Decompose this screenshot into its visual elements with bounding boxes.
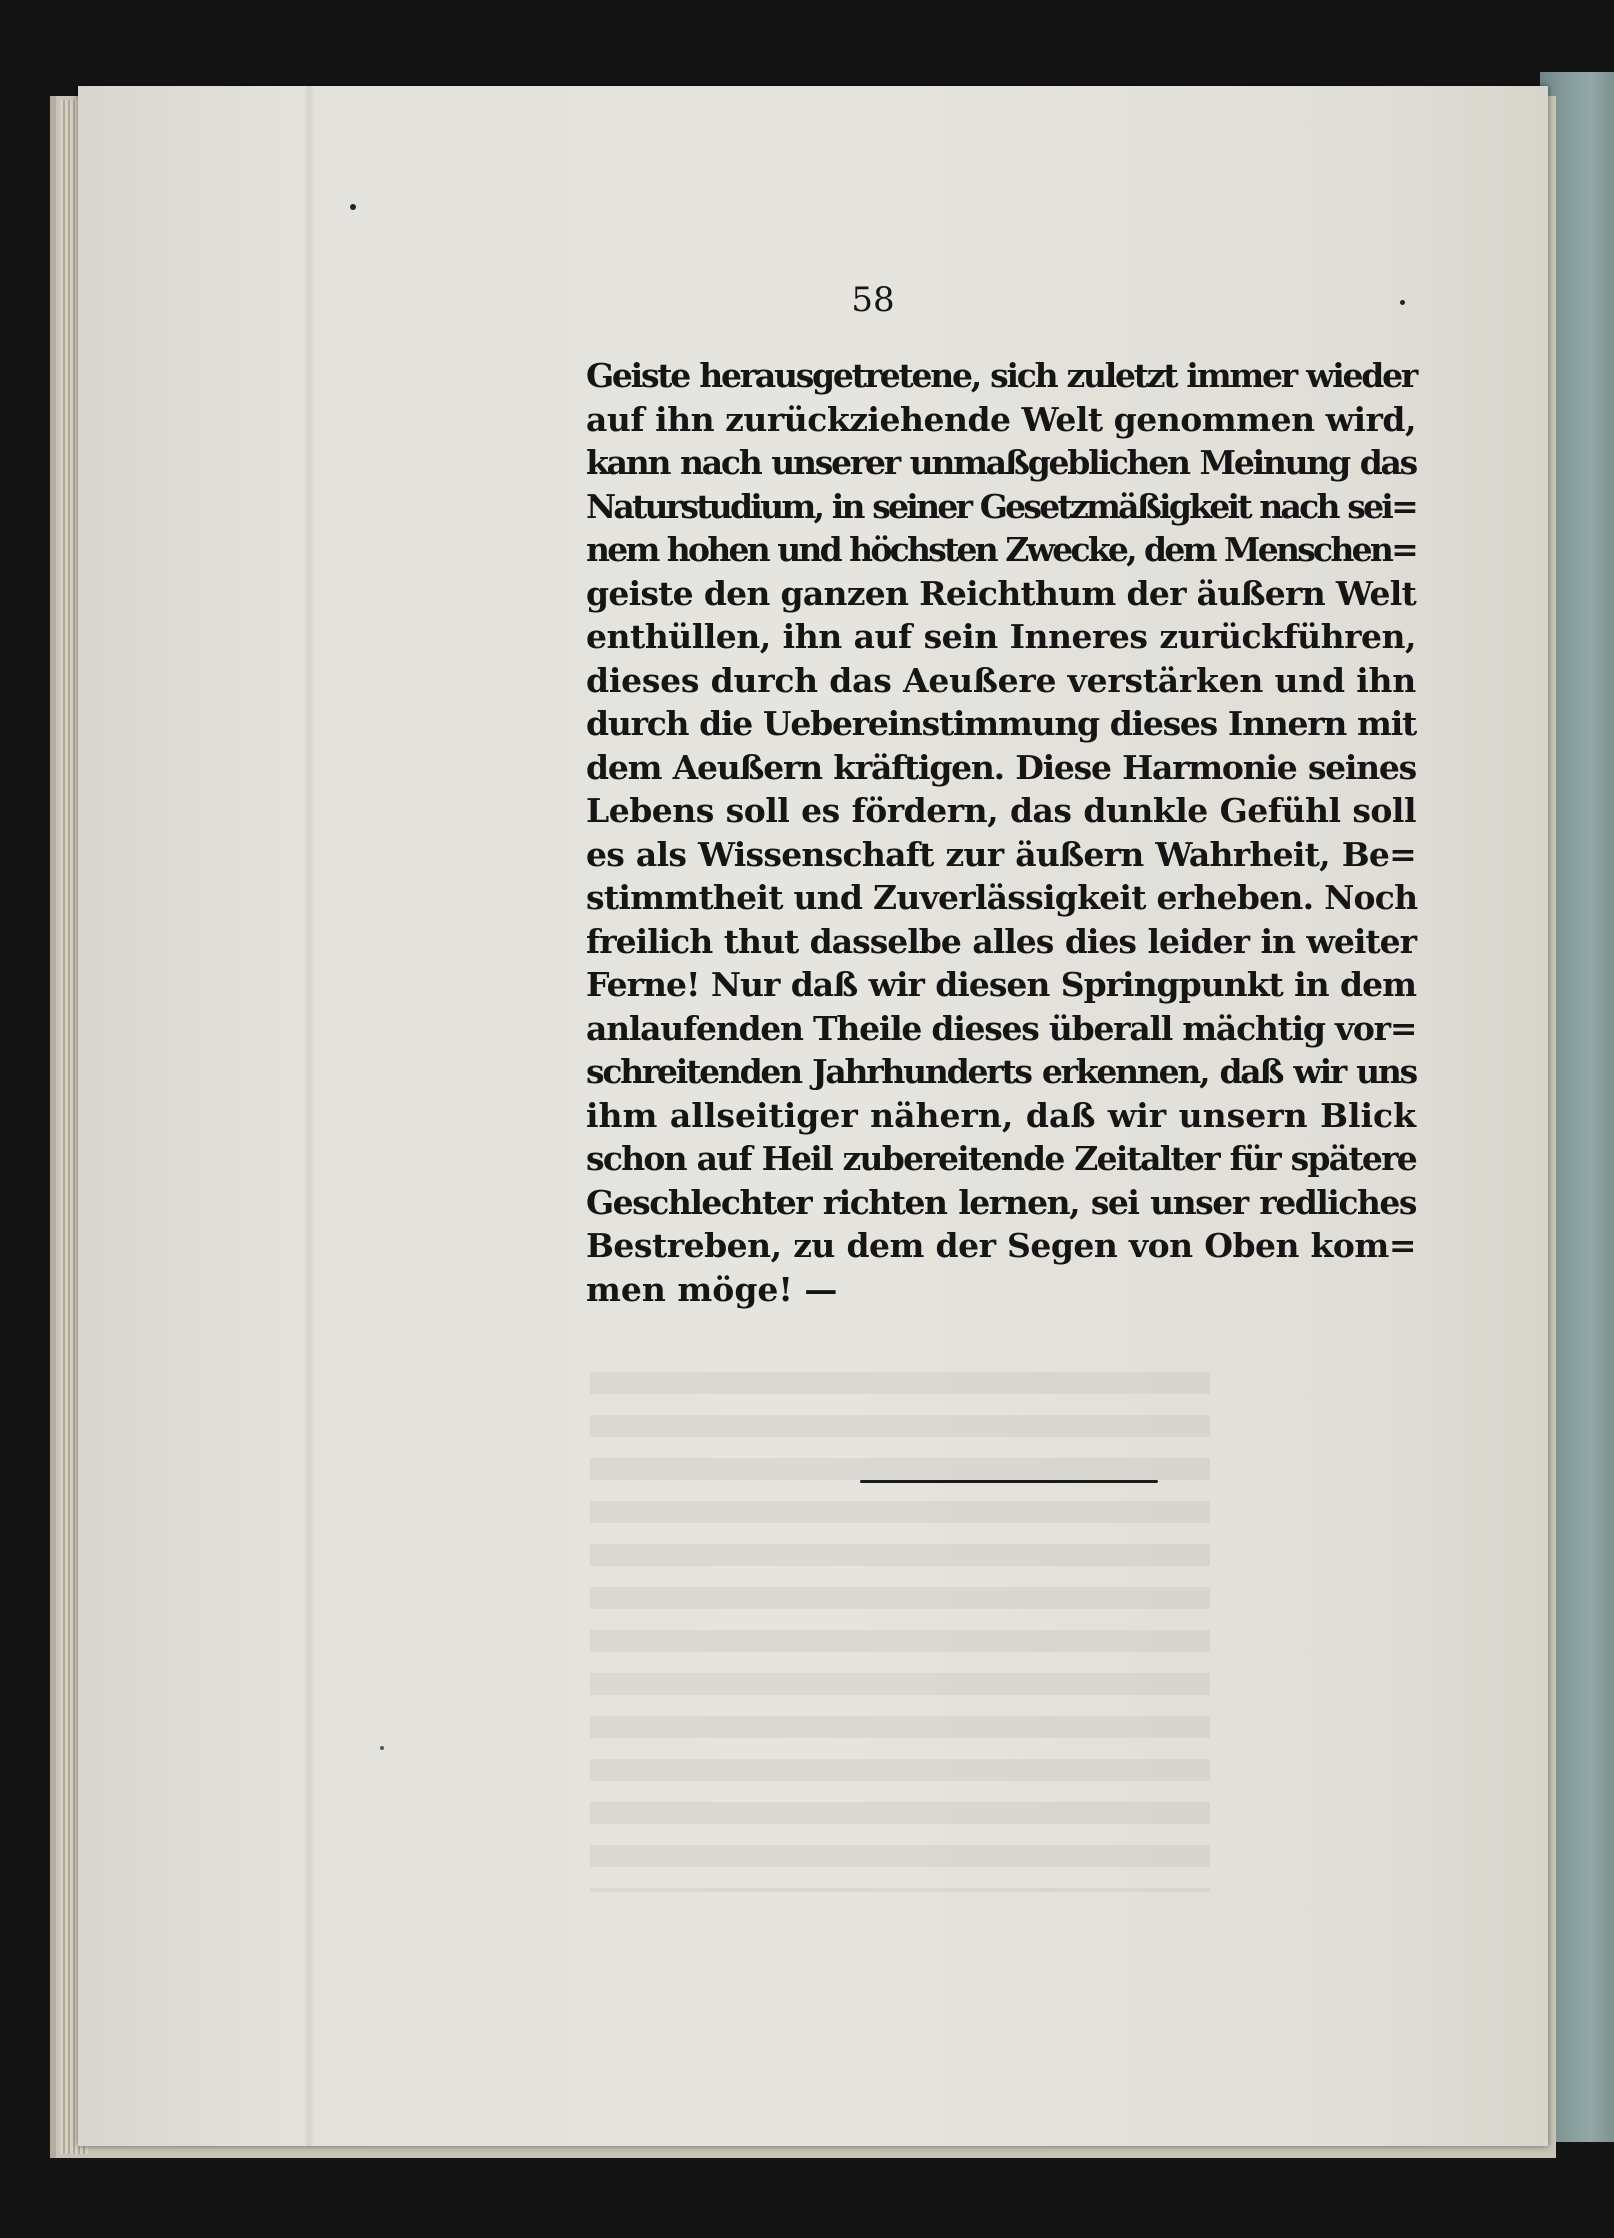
text-line: Geschlechter richten lernen, sei unser redliches <box>586 1182 1416 1222</box>
text-line: anlaufenden Theile dieses überall mächtig vor= <box>586 1008 1417 1048</box>
text-line: Lebens soll es fördern, das dunkle Gefühl soll <box>586 791 1416 830</box>
text-line: Ferne! Nur daß wir diesen Springpunkt in dem <box>586 965 1416 1004</box>
text-line: nem hohen und höchsten Zwecke, dem Menschen= <box>586 530 1416 569</box>
ink-speck <box>380 1746 384 1750</box>
show-through-shadow <box>590 1372 1210 1892</box>
text-line: men möge! — <box>586 1269 838 1309</box>
text-line: schon auf Heil zubereitende Zeitalter für spätere <box>586 1139 1416 1178</box>
body-text <box>586 354 1416 1311</box>
text-line: kann nach unserer unmaßgeblichen Meinung das <box>586 443 1416 482</box>
book-page <box>78 86 1548 2146</box>
text-line: auf ihn zurückziehende Welt genommen wird, <box>586 399 1416 439</box>
text-line: geiste den ganzen Reichthum der äußern Welt <box>586 573 1416 613</box>
text-line: dem Aeußern kräftigen. Diese Harmonie seines <box>586 747 1416 787</box>
text-line: es als Wissenschaft zur äußern Wahrheit, Be= <box>586 834 1416 874</box>
ink-speck <box>350 204 356 210</box>
text-line: schreitenden Jahrhunderts erkennen, daß wir uns <box>586 1052 1416 1091</box>
section-end-rule <box>860 1480 1158 1483</box>
text-line: enthüllen, ihn auf sein Inneres zurückführen, <box>586 617 1416 656</box>
gutter-fold <box>304 86 314 2146</box>
text-line: durch die Uebereinstimmung dieses Innern mit <box>586 704 1416 743</box>
text-line: stimmtheit und Zuverlässigkeit erheben. Noch <box>586 878 1418 917</box>
text-line: dieses durch das Aeußere verstärken und ihn <box>586 660 1416 700</box>
text-line: freilich thut dasselbe alles dies leider in weiter <box>586 921 1416 961</box>
text-line: Naturstudium, in seiner Gesetzmäßigkeit nach sei= <box>586 486 1416 526</box>
text-line: ihm allseitiger nähern, daß wir unsern Blick <box>586 1095 1416 1135</box>
page-number: 58 <box>851 280 895 320</box>
text-line: Bestreben, zu dem der Segen von Oben kom= <box>586 1226 1416 1265</box>
text-line: Geiste herausgetretene, sich zuletzt immer wieder <box>586 356 1416 395</box>
